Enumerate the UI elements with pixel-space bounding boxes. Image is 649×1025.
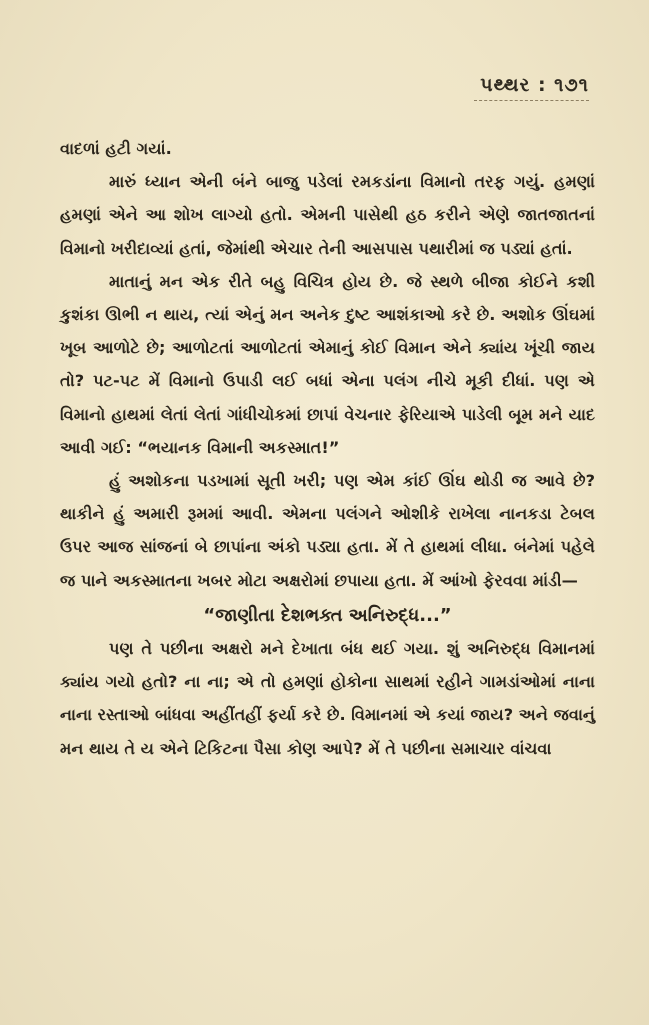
header-underline [474,100,589,101]
page-header [474,74,589,101]
body-text [60,132,595,765]
paragraph-6: પણ તે પછીના અક્ષરો મને દેખાતા બંધ થઈ ગયા. શું અનિરુદ્ધ વિમાનમાં ક્યાંય ગયો હતો? ના ના; એ તો હમણાં હોકોના સાથમાં રહીને ગામડાંઓમાં નાના નાના રસ્તાઓ બાંધવા અહીંતહીં ફર્યા કરે છે. વિમાનમાં એ કયાં જાય? અને જવાનું મન થાય તે ય એને ટિકિટના પૈસા કોણ આપે? મેં તે પછીના સમાચાર વાંચવા [60,639,596,758]
paragraph-1: વાદળાં હટી ગયાં. [60,139,172,158]
paragraph-4: હું અશોકના પડખામાં સૂતી ખરી; પણ એમ કાંઈ ઊંઘ થોડી જ આવે છે? થાકીને હું અમારી રૂમમાં આવી. એમના પલંગને ઓશીકે રાખેલા નાનકડા ટેબલ ઉપર આજ સાંજનાં બે છાપાંના અંકો પડ્યા હતા. મેં તે હાથમાં લીધા. બંનેમાં પહેલે જ પાને અકસ્માતના ખબર મોટા અક્ષરોમાં છપાયા હતા. મેં આંખો ફેરવવા માંડી— [60,471,595,590]
paragraph-2: મારું ધ્યાન એની બંને બાજુ પડેલાં રમકડાંના વિમાનો તરફ ગયું. હમણાં હમણાં એને આ શોખ લાગ્યો હતો. એમની પાસેથી હઠ કરીને એણે જાતજાતનાં વિમાનો ખરીદાવ્યાં હતાં, જેમાંથી એચાર તેની આસપાસ પથારીમાં જ પડ્યાં હતાં. [60,172,595,258]
running-head-page-number: પથ્થર : ૧૭૧ [480,74,589,96]
newspaper-headline-quote: “જાણીતા દેશભક્ત અનિરુદ્ધ...” [203,604,452,626]
paragraph-3: માતાનું મન એક રીતે બહુ વિચિત્ર હોય છે. જે સ્થળે બીજા કોઈને કશી કુશંકા ઊભી ન થાય, ત્યાં એનું મન અનેક દુષ્ટ આશંકાઓ કરે છે. અશોક ઊંઘમાં ખૂબ આળોટે છે; આળોટતાં આળોટતાં એમાનું કોઈ વિમાન એને ક્યાંય ખૂંચી જાય તો? પટ-પટ મેં વિમાનો ઉપાડી લઈ બધાં એના પલંગ નીચે મૂકી દીધાં. પણ એ વિમાનો હાથમાં લેતાં લેતાં ગાંધીચોકમાં છાપાં વેચનાર ફેરિયાએ પાડેલી બૂમ મને યાદ આવી ગઈ: “ભયાનક વિમાની અકસ્માત!” [60,271,595,457]
